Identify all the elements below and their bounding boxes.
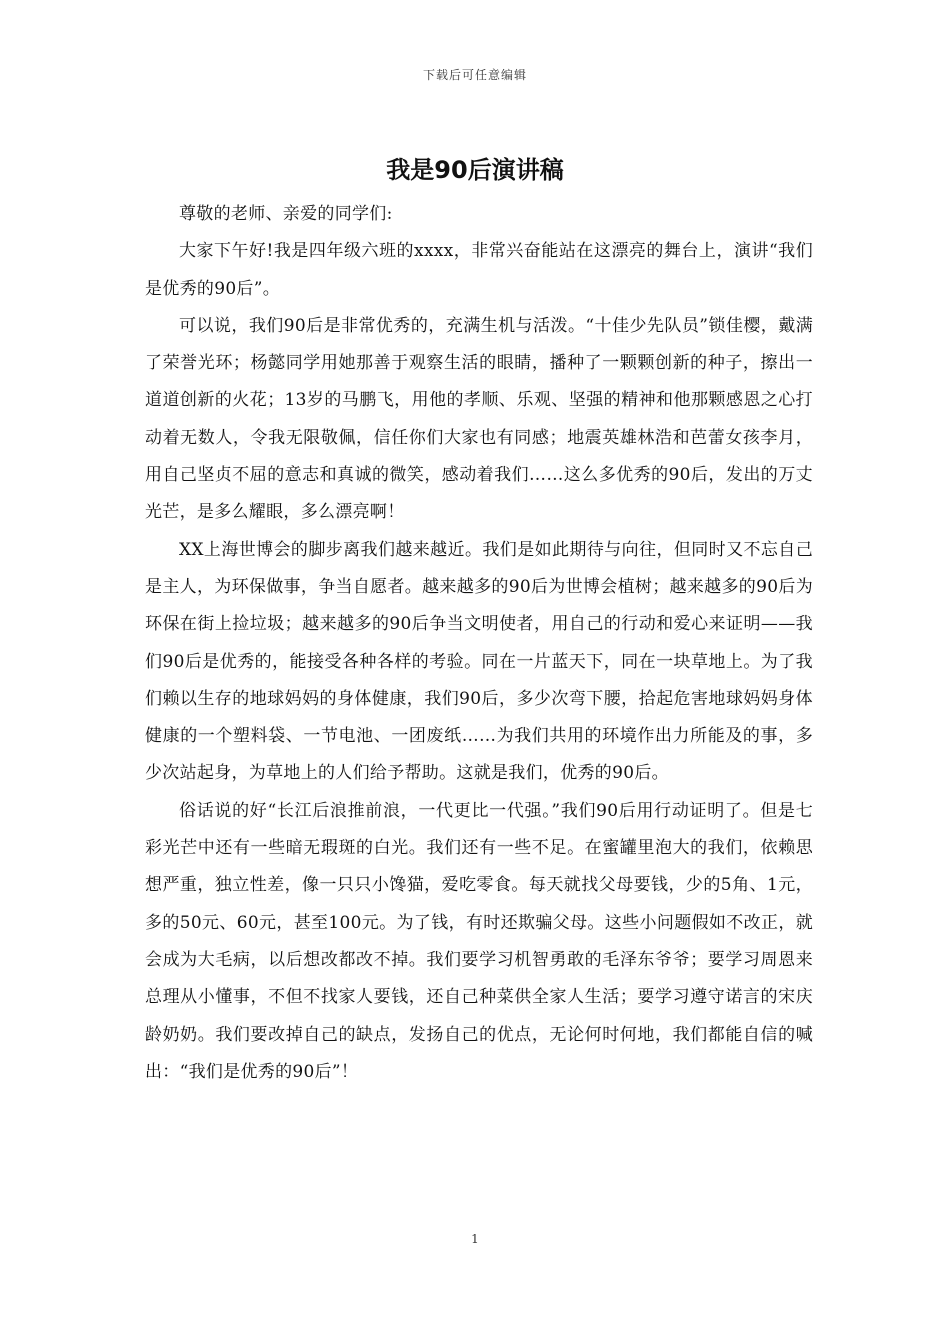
page-number: 1	[471, 1232, 479, 1246]
paragraph-expo: XX上海世博会的脚步离我们越来越近。我们是如此期待与向往，但同时又不忘自己是主人，为环保做事，争当自愿者。越来越多的90后为世博会植树；越来越多的90后为环保在街上捡垃圾；越来越多的90后争当文明使者，用自己的行动和爱心来证明——我们90后是优秀的，能接受各种各样的考验。同在一片蓝天下，同在一块草地上。为了我们赖以生存的地球妈妈的身体健康，我们90后，多少次弯下腰，拾起危害地球妈妈身体健康的一个塑料袋、一节电池、一团废纸……为我们共用的环境作出力所能及的事，多少次站起身，为草地上的人们给予帮助。这就是我们，优秀的90后。	[145, 539, 813, 784]
paragraph-salutation: 尊敬的老师、亲爱的同学们:	[179, 204, 393, 224]
page-header-note: 下载后可任意编辑	[422, 68, 527, 82]
document-body	[145, 196, 813, 1091]
paragraph-greeting: 大家下午好!我是四年级六班的xxxx，非常兴奋能站在这漂亮的舞台上，演讲“我们是优秀的90后”。	[145, 241, 813, 299]
document-title: 我是90后演讲稿	[386, 156, 564, 184]
paragraph-shortcomings: 俗话说的好“长江后浪推前浪，一代更比一代强。”我们90后用行动证明了。但是七彩光芒中还有一些暗无瑕斑的白光。我们还有一些不足。在蜜罐里泡大的我们，依赖思想严重，独立性差，像一只只小馋猫，爱吃零食。每天就找父母要钱，少的5角、1元，多的50元、60元，甚至100元。为了钱，有时还欺骗父母。这些小问题假如不改正，就会成为大毛病，以后想改都改不掉。我们要学习机智勇敢的毛泽东爷爷；要学习周恩来总理从小懂事，不但不找家人要钱，还自己种菜供全家人生活；要学习遵守诺言的宋庆龄奶奶。我们要改掉自己的缺点，发扬自己的优点，无论何时何地，我们都能自信的喊出：“我们是优秀的90后”！	[145, 800, 813, 1082]
paragraph-examples: 可以说，我们90后是非常优秀的，充满生机与活泼。“十佳少先队员”锁佳樱，戴满了荣誉光环；杨懿同学用她那善于观察生活的眼睛，播种了一颗颗创新的种子，擦出一道道创新的火花；13岁的马鹏飞，用他的孝顺、乐观、坚强的精神和他那颗感恩之心打动着无数人，令我无限敬佩，信任你们大家也有同感；地震英雄林浩和芭蕾女孩李月，用自己坚贞不屈的意志和真诚的微笑，感动着我们……这么多优秀的90后，发出的万丈光芒，是多么耀眼，多么漂亮啊！	[145, 315, 813, 523]
